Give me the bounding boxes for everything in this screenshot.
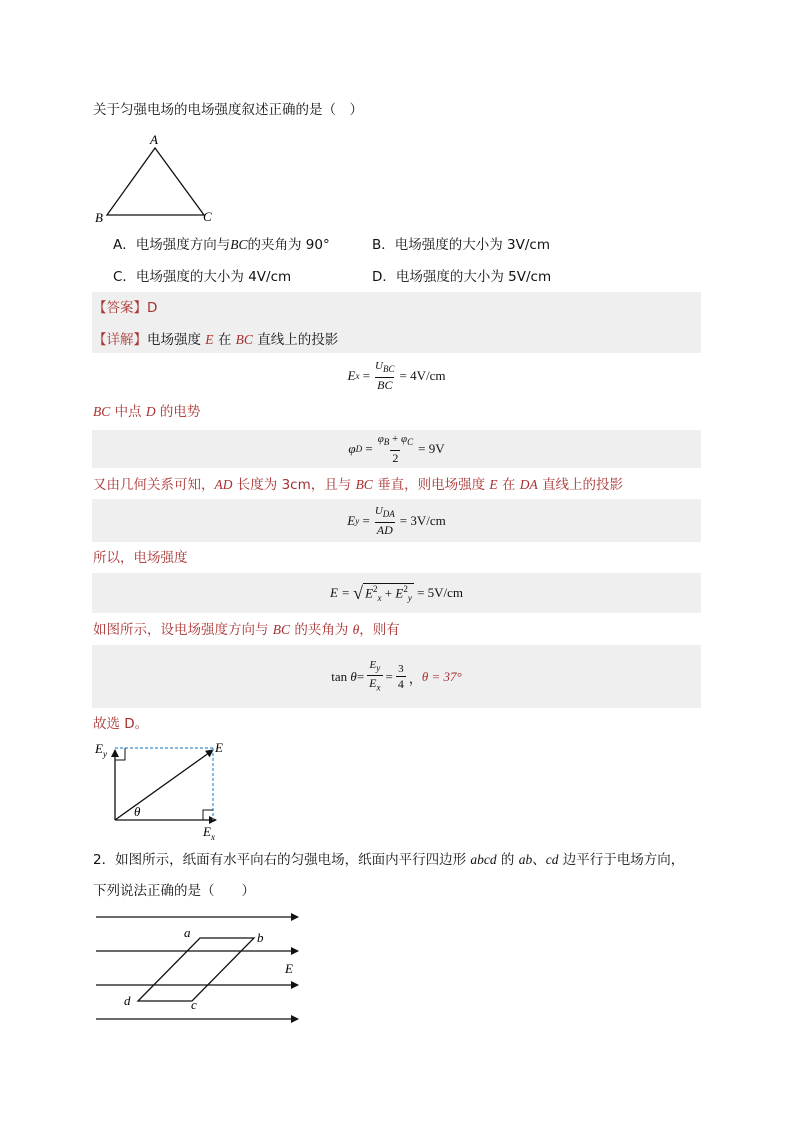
theta-label: θ xyxy=(134,804,141,819)
sqrt-sign: √ xyxy=(353,582,364,603)
equation-2: φ D = $\frac{\varphi_B + \varphi_C}{2}$ = 9V xyxy=(348,433,445,465)
detail-line-1: 【详解】电场强度 E 在 BC 直线上的投影 xyxy=(93,332,339,348)
detail-line-5: 如图所示，设电场强度方向与 BC 的夹角为 θ，则有 xyxy=(93,622,400,638)
e-label: E xyxy=(215,740,223,755)
triangle-abc xyxy=(107,148,204,215)
conclusion-line: 故选 D。 xyxy=(93,716,149,732)
question-1-stem: 关于匀强电场的电场强度叙述正确的是（ ） xyxy=(93,102,363,118)
field-e-label: E xyxy=(285,961,293,976)
equation-1: E x = $\frac{U_{BC}}{BC}$ = 4V/cm xyxy=(347,360,446,392)
equation-5: tan θ = $\frac{E_y}{E_x}$ = $\frac{3}{4}$ ， θ = 37° xyxy=(331,659,462,693)
vertex-b-label: B xyxy=(95,210,103,225)
question-2-line-2: 下列说法正确的是（ ） xyxy=(93,883,255,899)
equation-3: E y = $\frac{U_{DA}}{AD}$ = 3V/cm xyxy=(347,505,446,537)
right-angle-mark-top xyxy=(115,748,125,760)
option-b: B．电场强度的大小为 3V/cm xyxy=(372,237,550,253)
triangle-figure xyxy=(92,130,222,230)
ey-label: $E_y$ xyxy=(95,741,107,759)
right-angle-mark-bottom xyxy=(203,810,213,820)
equation-4: E = √ $E^2_x + E^2_y$ = 5V/cm xyxy=(329,582,464,603)
parallelogram-abcd xyxy=(138,938,254,1001)
vertex-d-label: d xyxy=(124,993,131,1008)
question-2-line-1: 2．如图所示，纸面有水平向右的匀强电场，纸面内平行四边形 abcd 的 ab、cd 边平行于电场方向， xyxy=(93,852,685,868)
vertex-a-label: A xyxy=(150,132,158,147)
radicand: $E^2_x + E^2_y$ xyxy=(365,584,412,603)
vertex-c-label: c xyxy=(191,997,197,1012)
option-c: C．电场强度的大小为 4V/cm xyxy=(113,269,292,285)
detail-line-4: 所以，电场强度 xyxy=(93,550,188,566)
vertex-b-label: b xyxy=(257,930,264,945)
ex-label: $E_x$ xyxy=(203,824,215,842)
detail-line-3: 又由几何关系可知，AD 长度为 3cm，且与 BC 垂直，则电场强度 E 在 DA 直线上的投影 xyxy=(93,477,624,493)
vertex-a-label: a xyxy=(184,925,191,940)
answer-line: 【答案】D xyxy=(93,300,158,316)
field-parallelogram-figure xyxy=(92,905,307,1030)
option-a: A．电场强度方向与BC的夹角为 90° xyxy=(113,237,330,253)
e-vector-arrow xyxy=(115,750,213,820)
vector-figure xyxy=(92,738,232,846)
detail-line-2: BC 中点 D 的电势 xyxy=(93,404,201,420)
vertex-c-label: C xyxy=(203,209,212,224)
option-d: D．电场强度的大小为 5V/cm xyxy=(372,269,552,285)
